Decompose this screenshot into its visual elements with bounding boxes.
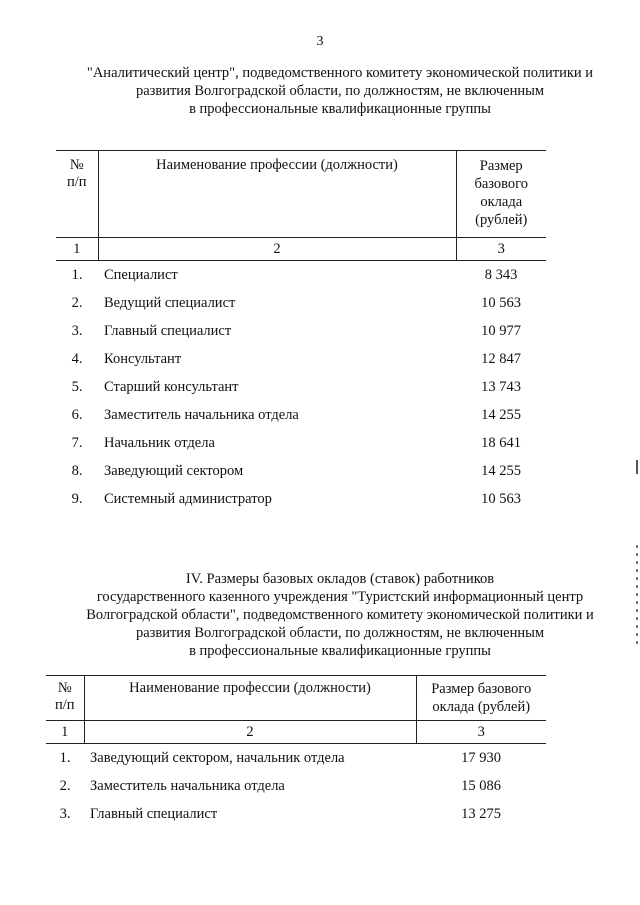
column-number: 3 bbox=[456, 238, 546, 261]
section2-title-line: развития Волгоградской области, по должностям, не включенным bbox=[135, 625, 545, 641]
row-salary: 17 930 bbox=[461, 749, 501, 766]
row-profession: Ведущий специалист bbox=[104, 294, 236, 311]
salary-table-1 bbox=[56, 150, 546, 513]
section2-title-line: государственного казенного учреждения "Туристский информационный центр bbox=[96, 589, 584, 605]
row-salary: 12 847 bbox=[481, 350, 521, 367]
row-profession: Консультант bbox=[104, 350, 182, 367]
row-number: 3. bbox=[59, 805, 71, 822]
row-number: 8. bbox=[71, 462, 83, 479]
scan-mark bbox=[636, 545, 638, 645]
section1-title-line: развития Волгоградской области, по должностям, не включенным bbox=[135, 83, 545, 99]
table-row bbox=[46, 800, 546, 828]
row-number: 2. bbox=[71, 294, 83, 311]
row-salary: 10 563 bbox=[481, 294, 521, 311]
header-profession: Наименование профессии (должности) bbox=[98, 151, 456, 238]
row-number: 2. bbox=[59, 777, 71, 794]
table-row bbox=[56, 401, 546, 429]
row-profession: Заместитель начальника отдела bbox=[104, 406, 299, 423]
table-header-row bbox=[46, 676, 546, 721]
row-number: 1. bbox=[71, 266, 83, 283]
column-number-row bbox=[46, 721, 546, 744]
row-profession: Главный специалист bbox=[104, 322, 232, 339]
column-number: 2 bbox=[84, 721, 416, 744]
row-salary: 13 743 bbox=[481, 378, 521, 395]
section1-title bbox=[40, 64, 640, 118]
section1-title-line: в профессиональные квалификационные группы bbox=[189, 101, 491, 117]
row-profession: Заведующий сектором bbox=[104, 462, 244, 479]
table-row bbox=[56, 485, 546, 513]
table-row bbox=[56, 261, 546, 290]
section2-title-line: в профессиональные квалификационные группы bbox=[189, 643, 491, 659]
header-salary: Размер базового оклада (рублей) bbox=[456, 151, 546, 238]
table-row bbox=[56, 345, 546, 373]
table-row bbox=[46, 744, 546, 773]
column-number: 3 bbox=[416, 721, 546, 744]
row-number: 5. bbox=[71, 378, 83, 395]
table-row bbox=[46, 772, 546, 800]
section1-title-line: "Аналитический центр", подведомственного комитету экономической политики и bbox=[86, 65, 594, 81]
row-profession: Старший консультант bbox=[104, 378, 239, 395]
header-salary: Размер базового оклада (рублей) bbox=[416, 676, 546, 721]
scan-mark bbox=[636, 460, 638, 474]
table-row bbox=[56, 289, 546, 317]
row-salary: 8 343 bbox=[484, 266, 518, 283]
row-salary: 10 977 bbox=[481, 322, 521, 339]
row-number: 6. bbox=[71, 406, 83, 423]
row-salary: 15 086 bbox=[461, 777, 501, 794]
salary-table-2 bbox=[46, 675, 546, 828]
page-number: 3 bbox=[316, 34, 324, 49]
row-number: 4. bbox=[71, 350, 83, 367]
row-profession: Специалист bbox=[104, 266, 178, 283]
row-profession: Заведующий сектором, начальник отдела bbox=[90, 749, 345, 766]
header-number: № п/п bbox=[46, 676, 84, 721]
row-number: 3. bbox=[71, 322, 83, 339]
column-number: 1 bbox=[46, 721, 84, 744]
column-number: 1 bbox=[56, 238, 98, 261]
row-salary: 18 641 bbox=[481, 434, 521, 451]
row-number: 1. bbox=[59, 749, 71, 766]
row-profession: Заместитель начальника отдела bbox=[90, 777, 285, 794]
row-salary: 10 563 bbox=[481, 490, 521, 507]
header-profession: Наименование профессии (должности) bbox=[84, 676, 416, 721]
row-number: 9. bbox=[71, 490, 83, 507]
table-row bbox=[56, 373, 546, 401]
table-row bbox=[56, 429, 546, 457]
row-salary: 14 255 bbox=[481, 462, 521, 479]
row-number: 7. bbox=[71, 434, 83, 451]
table-row bbox=[56, 457, 546, 485]
row-salary: 13 275 bbox=[461, 805, 501, 822]
column-number-row bbox=[56, 238, 546, 261]
table-header-row bbox=[56, 151, 546, 238]
table-row bbox=[56, 317, 546, 345]
row-salary: 14 255 bbox=[481, 406, 521, 423]
section2-title bbox=[40, 570, 640, 660]
section2-title-line: Волгоградской области", подведомственного комитету экономической политики и bbox=[86, 607, 594, 623]
row-profession: Системный администратор bbox=[104, 490, 272, 507]
row-profession: Главный специалист bbox=[90, 805, 218, 822]
column-number: 2 bbox=[98, 238, 456, 261]
row-profession: Начальник отдела bbox=[104, 434, 215, 451]
header-number: № п/п bbox=[56, 151, 98, 238]
section2-title-line: IV. Размеры базовых окладов (ставок) работников bbox=[185, 571, 495, 587]
